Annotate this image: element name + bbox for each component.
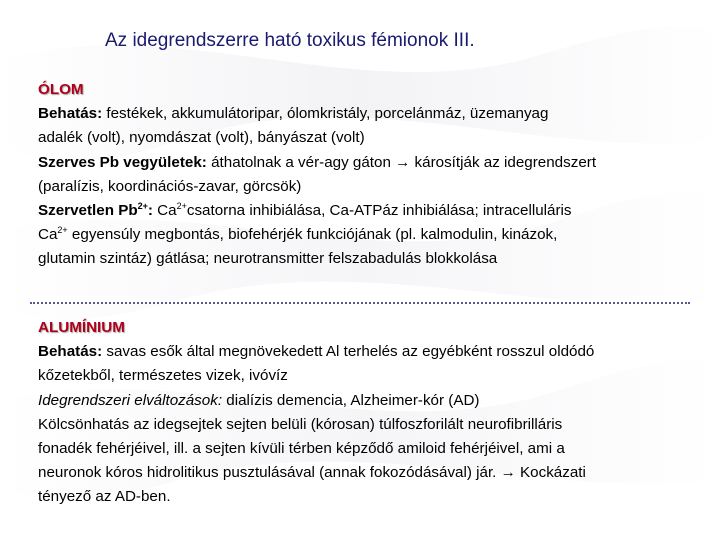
olom-hatas-label: Behatás: [38,105,103,123]
al-hatas-text-1: savas esők által megnövekedett Al terhelés az egyébként rosszul oldódó [106,343,595,361]
olom-szervetlen-line-2 [38,223,710,247]
olom-szervetlen-line-1 [38,199,710,223]
olom-szervetlen-ca: Ca [157,202,177,220]
section-heading-aluminium: ALUMÍNIUM [38,319,125,336]
olom-hatas-line-2: adalék (volt), nyomdászat (volt), bányászat (volt) [38,129,365,147]
section-heading-olom: ÓLOM [38,81,84,98]
section-divider [30,302,690,304]
al-hatas-line-1 [38,340,710,364]
olom-hatas-line-1 [38,102,710,126]
olom-szerves-label: Szerves Pb vegyületek: [38,153,207,171]
al-idegrendszeri-label: Idegrendszeri elváltozások: [38,391,223,409]
olom-szervetlen-line-3: glutamin szintáz) gátlása; neurotransmitter felszabadulás blokkolása [38,250,498,268]
al-hatas-label: Behatás: [38,343,103,361]
section-olom [38,78,710,272]
al-text-line-6: neuronok kóros hidrolitikus pusztulásával (annak fokozódásával) jár. → Kockázati [38,464,586,482]
slide-title: Az idegrendszerre ható toxikus fémionok III. [105,30,475,51]
olom-szervetlen-ca-sup: 2+ [176,201,187,212]
al-idegrendszeri-line [38,389,710,413]
olom-szerves-line-2: (paralízis, koordinációs-zavar, görcsök) [38,177,302,195]
al-text-line-7: tényező az AD-ben. [38,488,171,506]
olom-szerves-line-1 [38,151,710,175]
olom-szervetlen-label-sup: 2+ [137,201,148,212]
olom-szervetlen-ca-2: Ca [38,226,58,244]
olom-hatas-text-1: festékek, akkumulátoripar, ólomkristály, porcelánmáz, üzemanyag [106,105,549,123]
olom-szervetlen-text-2: egyensúly megbontás, biofehérjék funkciójának (pl. kalmodulin, kinázok, [71,226,558,244]
olom-szerves-text-1: áthatolnak a vér-agy gáton → károsítják az idegrendszert [211,153,597,171]
al-idegrendszeri-text: dialízis demencia, Alzheimer-kór (AD) [226,391,480,409]
section-aluminium [38,316,710,510]
al-hatas-line-2: kőzetekből, természetes vizek, ivóvíz [38,367,288,385]
al-text-line-5: fonadék fehérjéivel, ill. a sejten kívüli térben képződő amiloid fehérjéivel, ami a [38,440,565,458]
olom-szervetlen-ca-2-sup: 2+ [57,225,68,236]
olom-szervetlen-colon: : [147,202,153,220]
olom-szervetlen-label: Szervetlen Pb [38,202,138,220]
al-text-line-4: Kölcsönhatás az idegsejtek sejten belüli (kórosan) túlfoszforilált neurofibrilláris [38,415,563,433]
olom-szervetlen-text-1: csatorna inhibiálása, Ca-ATPáz inhibiálása; intracelluláris [186,202,572,220]
